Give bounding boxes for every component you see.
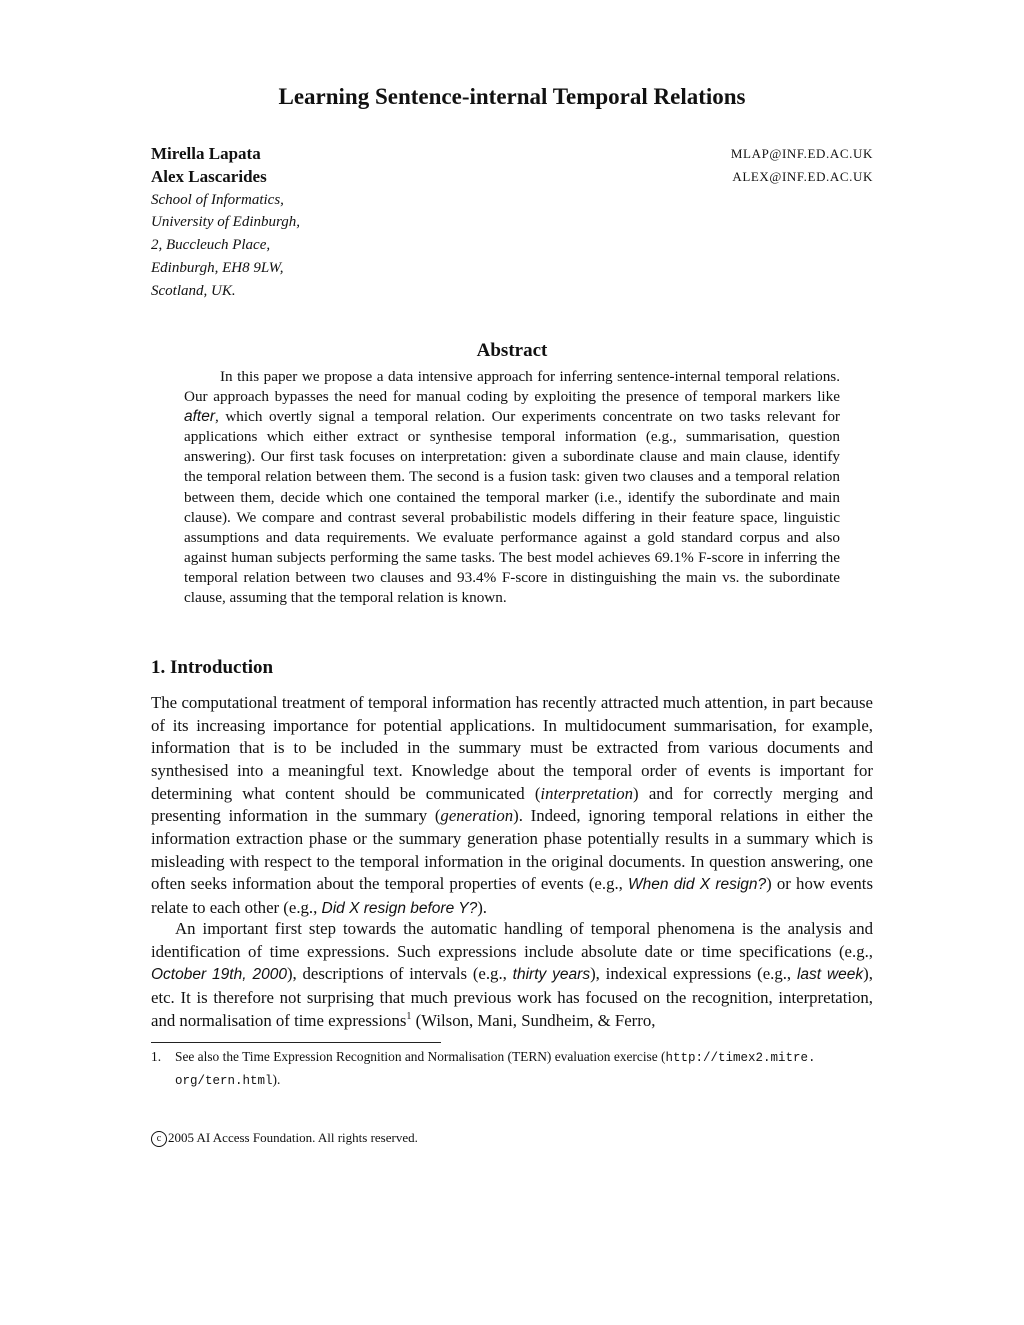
footnote-marker[interactable]: 1 [406,1010,412,1022]
affiliation-line-5: Scotland, UK. [151,283,236,299]
footnote-url-part-1[interactable]: http://timex2.mitre. [665,1051,816,1065]
footnote-divider [151,1042,441,1043]
abstract-heading: Abstract [476,340,548,361]
abstract-body: In this paper we propose a data intensive approach for inferring sentence-internal temporal relations. Our approach bypasses the need for manual coding by exploiting the presence of temporal markers like after, which overtly signal a temporal relation. Our experiments concentrate on two tasks relevant for applications which either extract or synthesise temporal information (e.g., summarisation, question answering). Our first task focuses on interpretation: given a subordinate clause and main clause, identify the temporal relation between them. The second is a fusion task: given two clauses and a temporal relation between them, decide which one contained the temporal marker (i.e., identify the subordinate and main clause). We compare and contrast several probabilistic models differing in their feature space, linguistic assumptions and data requirements. We evaluate performance against a gold standard corpus and also against human subjects performing the same tasks. The best model achieves 69.1% F-score in inferring the temporal relation between two clauses and 93.4% F-score in distinguishing the main vs. the subordinate clause, assuming that the temporal relation is known. [184,368,840,607]
section-heading-introduction: 1. Introduction [151,657,274,678]
author-email-1: MLAP@INF.ED.AC.UK [730,146,873,161]
copyright-icon: c [151,1131,167,1147]
author-name-1: Mirella Lapata [151,144,261,163]
author-email-2: ALEX@INF.ED.AC.UK [732,169,873,184]
author-name-2: Alex Lascarides [151,167,267,186]
affiliation-line-3: 2, Buccleuch Place, [151,237,271,253]
footnote-number: 1. [151,1049,162,1064]
affiliation-line-2: University of Edinburgh, [151,214,301,230]
affiliation-line-1: School of Informatics, [151,192,284,208]
footnote-url-part-2[interactable]: org/tern.html [175,1074,273,1088]
paper-title: Learning Sentence-internal Temporal Relations [278,84,746,109]
abstract-marker-example: after [184,408,216,426]
intro-paragraph-1: The computational treatment of temporal information has recently attracted much attention, in part because of its increasing importance for potential applications. In multidocument summarisation, for example, information that is to be included in the summary must be extracted from various documents and synthesised into a meaningful text. Knowledge about the temporal order of events is important for determining what content should be communicated (interpretation) and for correctly merging and presenting information in the summary (generation). Indeed, ignoring temporal relations in either the information extraction phase or the summary generation phase potentially results in a summary which is misleading with respect to the temporal information in the original documents. In question answering, one often seeks information about the temporal properties of events (e.g., When did X resign?) or how events relate to each other (e.g., Did X resign before Y?). [151,693,873,917]
affiliation-line-4: Edinburgh, EH8 9LW, [151,260,284,276]
footnote: 1. See also the Time Expression Recognition and Normalisation (TERN) evaluation exercise (http://timex2.mitre. org/tern.html). [151,1046,873,1092]
copyright-notice: c 2005 AI Access Foundation. All rights reserved. [151,1128,418,1148]
intro-paragraph-2: An important first step towards the automatic handling of temporal phenomena is the analysis and identification of time expressions. Such expressions include absolute date or time specifications (e.g., October 19th, 2000), descriptions of intervals (e.g., thirty years), indexical expressions (e.g., last week), etc. It is therefore not surprising that much previous work has focused on the recognition, interpretation, and normalisation of time expressions$^1$ (Wilson, Mani, Sundheim, & Ferro, [151,919,873,1030]
